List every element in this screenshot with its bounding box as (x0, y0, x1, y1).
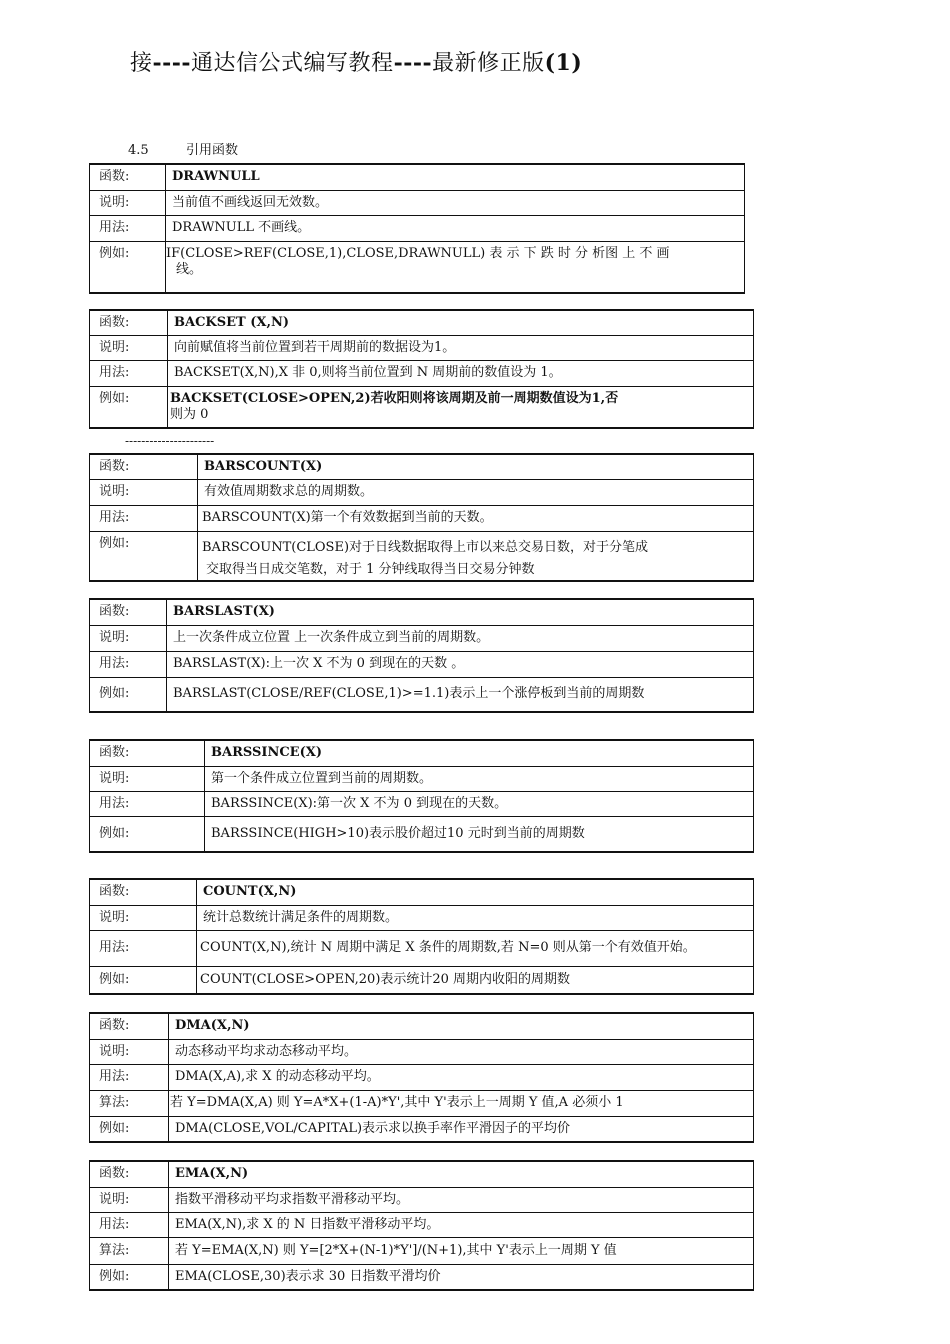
function-usage: BARSCOUNT(X)第一个有效数据到当前的天数。 (198, 505, 754, 531)
label-func: 函数: (90, 599, 167, 625)
label-usage: 用法: (90, 1212, 169, 1237)
label-usage: 用法: (90, 930, 197, 966)
label-usage: 用法: (90, 791, 205, 816)
title-prefix: 接 (130, 51, 153, 76)
function-algo: 若 Y=EMA(X,N) 则 Y=[2*X+(N-1)*Y']/(N+1),其中 Y'表示上一周期 Y 值 (169, 1237, 754, 1264)
function-example-cont: 线。 (176, 261, 203, 277)
document-title (130, 46, 582, 77)
label-func: 函数: (90, 310, 168, 335)
label-algo: 算法: (90, 1090, 169, 1116)
label-algo: 算法: (90, 1237, 169, 1264)
label-desc: 说明: (90, 335, 168, 360)
function-desc: 动态移动平均求动态移动平均。 (169, 1039, 754, 1064)
function-usage: DRAWNULL 不画线。 (166, 215, 745, 241)
function-usage: BARSSINCE(X):第一次 X 不为 0 到现在的天数。 (205, 791, 754, 816)
function-name: EMA(X,N) (169, 1161, 754, 1187)
title-dash: ---- (393, 50, 433, 76)
function-name: BARSLAST(X) (167, 599, 754, 625)
function-algo: 若 Y=DMA(X,A) 则 Y=A*X+(1-A)*Y',其中 Y'表示上一周期 Y 值,A 必须小 1 (169, 1090, 754, 1116)
section-name: 引用函数 (186, 143, 239, 158)
function-example: COUNT(CLOSE>OPEN,20)表示统计20 周期内收阳的周期数 (197, 966, 754, 994)
label-usage: 用法: (90, 1064, 169, 1090)
function-table-barscount (89, 453, 754, 582)
function-usage: COUNT(X,N),统计 N 周期中满足 X 条件的周期数,若 N=0 则从第一个有效值开始。 (197, 930, 754, 966)
function-table-barslast (89, 598, 754, 713)
section-heading (128, 139, 238, 158)
separator-line: ---------------------- (125, 434, 215, 448)
label-desc: 说明: (90, 905, 197, 930)
function-example: BARSLAST(CLOSE/REF(CLOSE,1)>=1.1)表示上一个涨停板到当前的周期数 (167, 677, 754, 712)
function-example: IF(CLOSE>REF(CLOSE,1),CLOSE,DRAWNULL) 表 示 下 跌 时 分 析图 上 不 画 (166, 245, 670, 261)
label-desc: 说明: (90, 1187, 169, 1212)
label-example: 例如: (90, 531, 198, 581)
function-name: COUNT(X,N) (197, 879, 754, 905)
label-desc: 说明: (90, 625, 167, 651)
label-func: 函数: (90, 740, 205, 766)
label-example: 例如: (90, 1264, 169, 1290)
section-number: 4.5 (128, 143, 149, 158)
function-name: DMA(X,N) (169, 1013, 754, 1039)
function-name: DRAWNULL (166, 164, 745, 190)
function-usage: DMA(X,A),求 X 的动态移动平均。 (169, 1064, 754, 1090)
function-example: BARSSINCE(HIGH>10)表示股价超过10 元时到当前的周期数 (205, 816, 754, 852)
function-table-drawnull (89, 163, 745, 294)
function-desc: 向前赋值将当前位置到若干周期前的数据设为1。 (168, 335, 754, 360)
function-example: BACKSET(CLOSE>OPEN,2)若收阳则将该周期及前一周期数值设为1,否 (170, 390, 619, 406)
function-table-count (89, 878, 754, 995)
function-usage: EMA(X,N),求 X 的 N 日指数平滑移动平均。 (169, 1212, 754, 1237)
label-example: 例如: (90, 386, 168, 428)
label-func: 函数: (90, 879, 197, 905)
function-name: BACKSET (X,N) (168, 310, 754, 335)
label-example: 例如: (90, 816, 205, 852)
title-main: 通达信公式编写教程 (191, 51, 394, 76)
function-name: BARSCOUNT(X) (198, 454, 754, 479)
function-desc: 指数平滑移动平均求指数平滑移动平均。 (169, 1187, 754, 1212)
function-desc: 第一个条件成立位置到当前的周期数。 (205, 766, 754, 791)
function-table-ema (89, 1160, 754, 1291)
label-desc: 说明: (90, 766, 205, 791)
label-usage: 用法: (90, 505, 198, 531)
label-func: 函数: (90, 1161, 169, 1187)
title-number: (1) (544, 50, 583, 76)
function-usage: BARSLAST(X):上一次 X 不为 0 到现在的天数 。 (167, 651, 754, 677)
function-desc: 上一次条件成立位置 上一次条件成立到当前的周期数。 (167, 625, 754, 651)
label-example: 例如: (90, 966, 197, 994)
function-desc: 统计总数统计满足条件的周期数。 (197, 905, 754, 930)
label-usage: 用法: (90, 360, 168, 386)
label-desc: 说明: (90, 190, 166, 215)
function-table-barssince (89, 739, 754, 853)
function-desc: 当前值不画线返回无效数。 (166, 190, 745, 215)
function-example: BARSCOUNT(CLOSE)对于日线数据取得上市以来总交易日数，对于分笔成 (202, 539, 649, 555)
label-usage: 用法: (90, 215, 166, 241)
label-example: 例如: (90, 677, 167, 712)
label-desc: 说明: (90, 479, 198, 505)
label-func: 函数: (90, 1013, 169, 1039)
label-example: 例如: (90, 241, 166, 293)
function-name: BARSSINCE(X) (205, 740, 754, 766)
function-example: DMA(CLOSE,VOL/CAPITAL)表示求以换手率作平滑因子的平均价 (169, 1116, 754, 1142)
function-desc: 有效值周期数求总的周期数。 (198, 479, 754, 505)
title-suffix: 最新修正版 (432, 51, 545, 76)
function-usage: BACKSET(X,N),X 非 0,则将当前位置到 N 周期前的数值设为 1。 (168, 360, 754, 386)
label-desc: 说明: (90, 1039, 169, 1064)
label-usage: 用法: (90, 651, 167, 677)
label-func: 函数: (90, 454, 198, 479)
function-table-backset (89, 309, 754, 429)
label-func: 函数: (90, 164, 166, 190)
label-example: 例如: (90, 1116, 169, 1142)
function-example-cont: 则为 0 (170, 406, 209, 422)
function-table-dma (89, 1012, 754, 1143)
function-example-cont: 交取得当日成交笔数，对于 1 分钟线取得当日交易分钟数 (206, 561, 535, 577)
title-dash: ---- (152, 50, 192, 76)
function-example: EMA(CLOSE,30)表示求 30 日指数平滑均价 (169, 1264, 754, 1290)
